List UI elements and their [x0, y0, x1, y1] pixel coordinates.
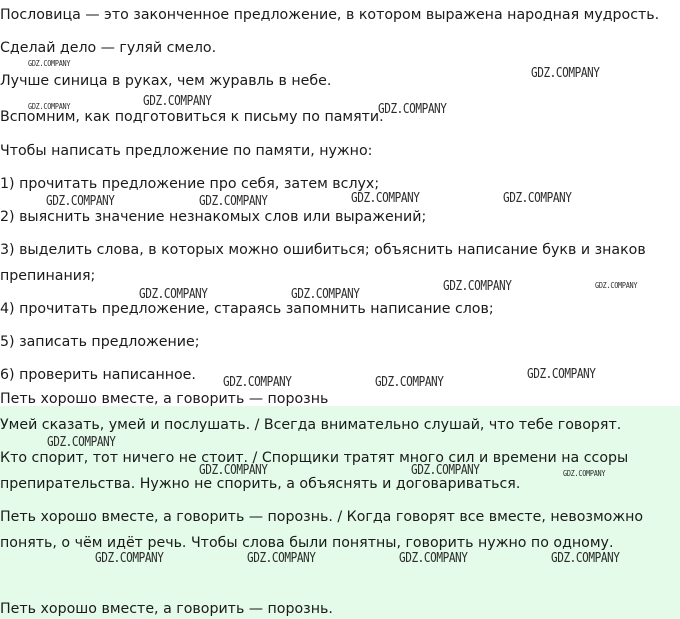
watermark: GDZ.COMPANY — [247, 551, 316, 566]
watermark: GDZ.COMPANY — [443, 279, 512, 294]
step-5: 5) записать предложение; — [0, 334, 200, 350]
step-3-cont: препинания; — [0, 268, 96, 284]
watermark: GDZ.COMPANY — [375, 375, 444, 390]
watermark: GDZ.COMPANY — [527, 367, 596, 382]
watermark: GDZ.COMPANY — [46, 194, 115, 209]
answer-line-3: препирательства. Нужно не спорить, а объяснять и договариваться. — [0, 476, 521, 492]
intro-text: Вспомним, как подготовиться к письму по памяти. — [0, 109, 384, 125]
watermark: GDZ.COMPANY — [28, 59, 71, 68]
step-1: 1) прочитать предложение про себя, затем вслух; — [0, 176, 380, 192]
step-6: 6) проверить написанное. — [0, 367, 196, 383]
watermark: GDZ.COMPANY — [595, 281, 638, 290]
watermark: GDZ.COMPANY — [28, 102, 71, 111]
definition-text: Пословица — это законченное предложение, в котором выражена народная мудрость. — [0, 7, 660, 23]
watermark: GDZ.COMPANY — [378, 102, 447, 117]
proverb-2: Лучше синица в руках, чем журавль в небе. — [0, 73, 332, 89]
proverb-1: Сделай дело — гуляй смело. — [0, 40, 217, 56]
watermark: GDZ.COMPANY — [563, 469, 606, 478]
watermark: GDZ.COMPANY — [291, 287, 360, 302]
watermark: GDZ.COMPANY — [143, 94, 212, 109]
step-4: 4) прочитать предложение, стараясь запомнить написание слов; — [0, 301, 494, 317]
watermark: GDZ.COMPANY — [351, 191, 420, 206]
answer-line-1: Умей сказать, умей и послушать. / Всегда внимательно слушай, что тебе говорят. — [0, 417, 622, 433]
watermark: GDZ.COMPANY — [139, 287, 208, 302]
watermark: GDZ.COMPANY — [503, 191, 572, 206]
answer-line-2: Кто спорит, тот ничего не стоит. / Спорщики тратят много сил и времени на ссоры — [0, 450, 629, 466]
lead-text: Чтобы написать предложение по памяти, нужно: — [0, 143, 373, 159]
answer-final: Петь хорошо вместе, а говорить — порознь. — [0, 601, 333, 617]
step-3: 3) выделить слова, в которых можно ошибиться; объяснить написание букв и знаков — [0, 242, 646, 258]
watermark: GDZ.COMPANY — [399, 551, 468, 566]
watermark: GDZ.COMPANY — [551, 551, 620, 566]
watermark: GDZ.COMPANY — [47, 435, 116, 450]
watermark: GDZ.COMPANY — [199, 194, 268, 209]
section-heading: Петь хорошо вместе, а говорить — порознь — [0, 391, 329, 407]
answer-line-5: понять, о чём идёт речь. Чтобы слова были понятны, говорить нужно по одному. — [0, 535, 614, 551]
watermark: GDZ.COMPANY — [223, 375, 292, 390]
step-2: 2) выяснить значение незнакомых слов или выражений; — [0, 209, 427, 225]
watermark: GDZ.COMPANY — [531, 66, 600, 81]
answer-line-4: Петь хорошо вместе, а говорить — порознь. / Когда говорят все вместе, невозможно — [0, 509, 644, 525]
watermark: GDZ.COMPANY — [199, 463, 268, 478]
watermark: GDZ.COMPANY — [95, 551, 164, 566]
watermark: GDZ.COMPANY — [411, 463, 480, 478]
